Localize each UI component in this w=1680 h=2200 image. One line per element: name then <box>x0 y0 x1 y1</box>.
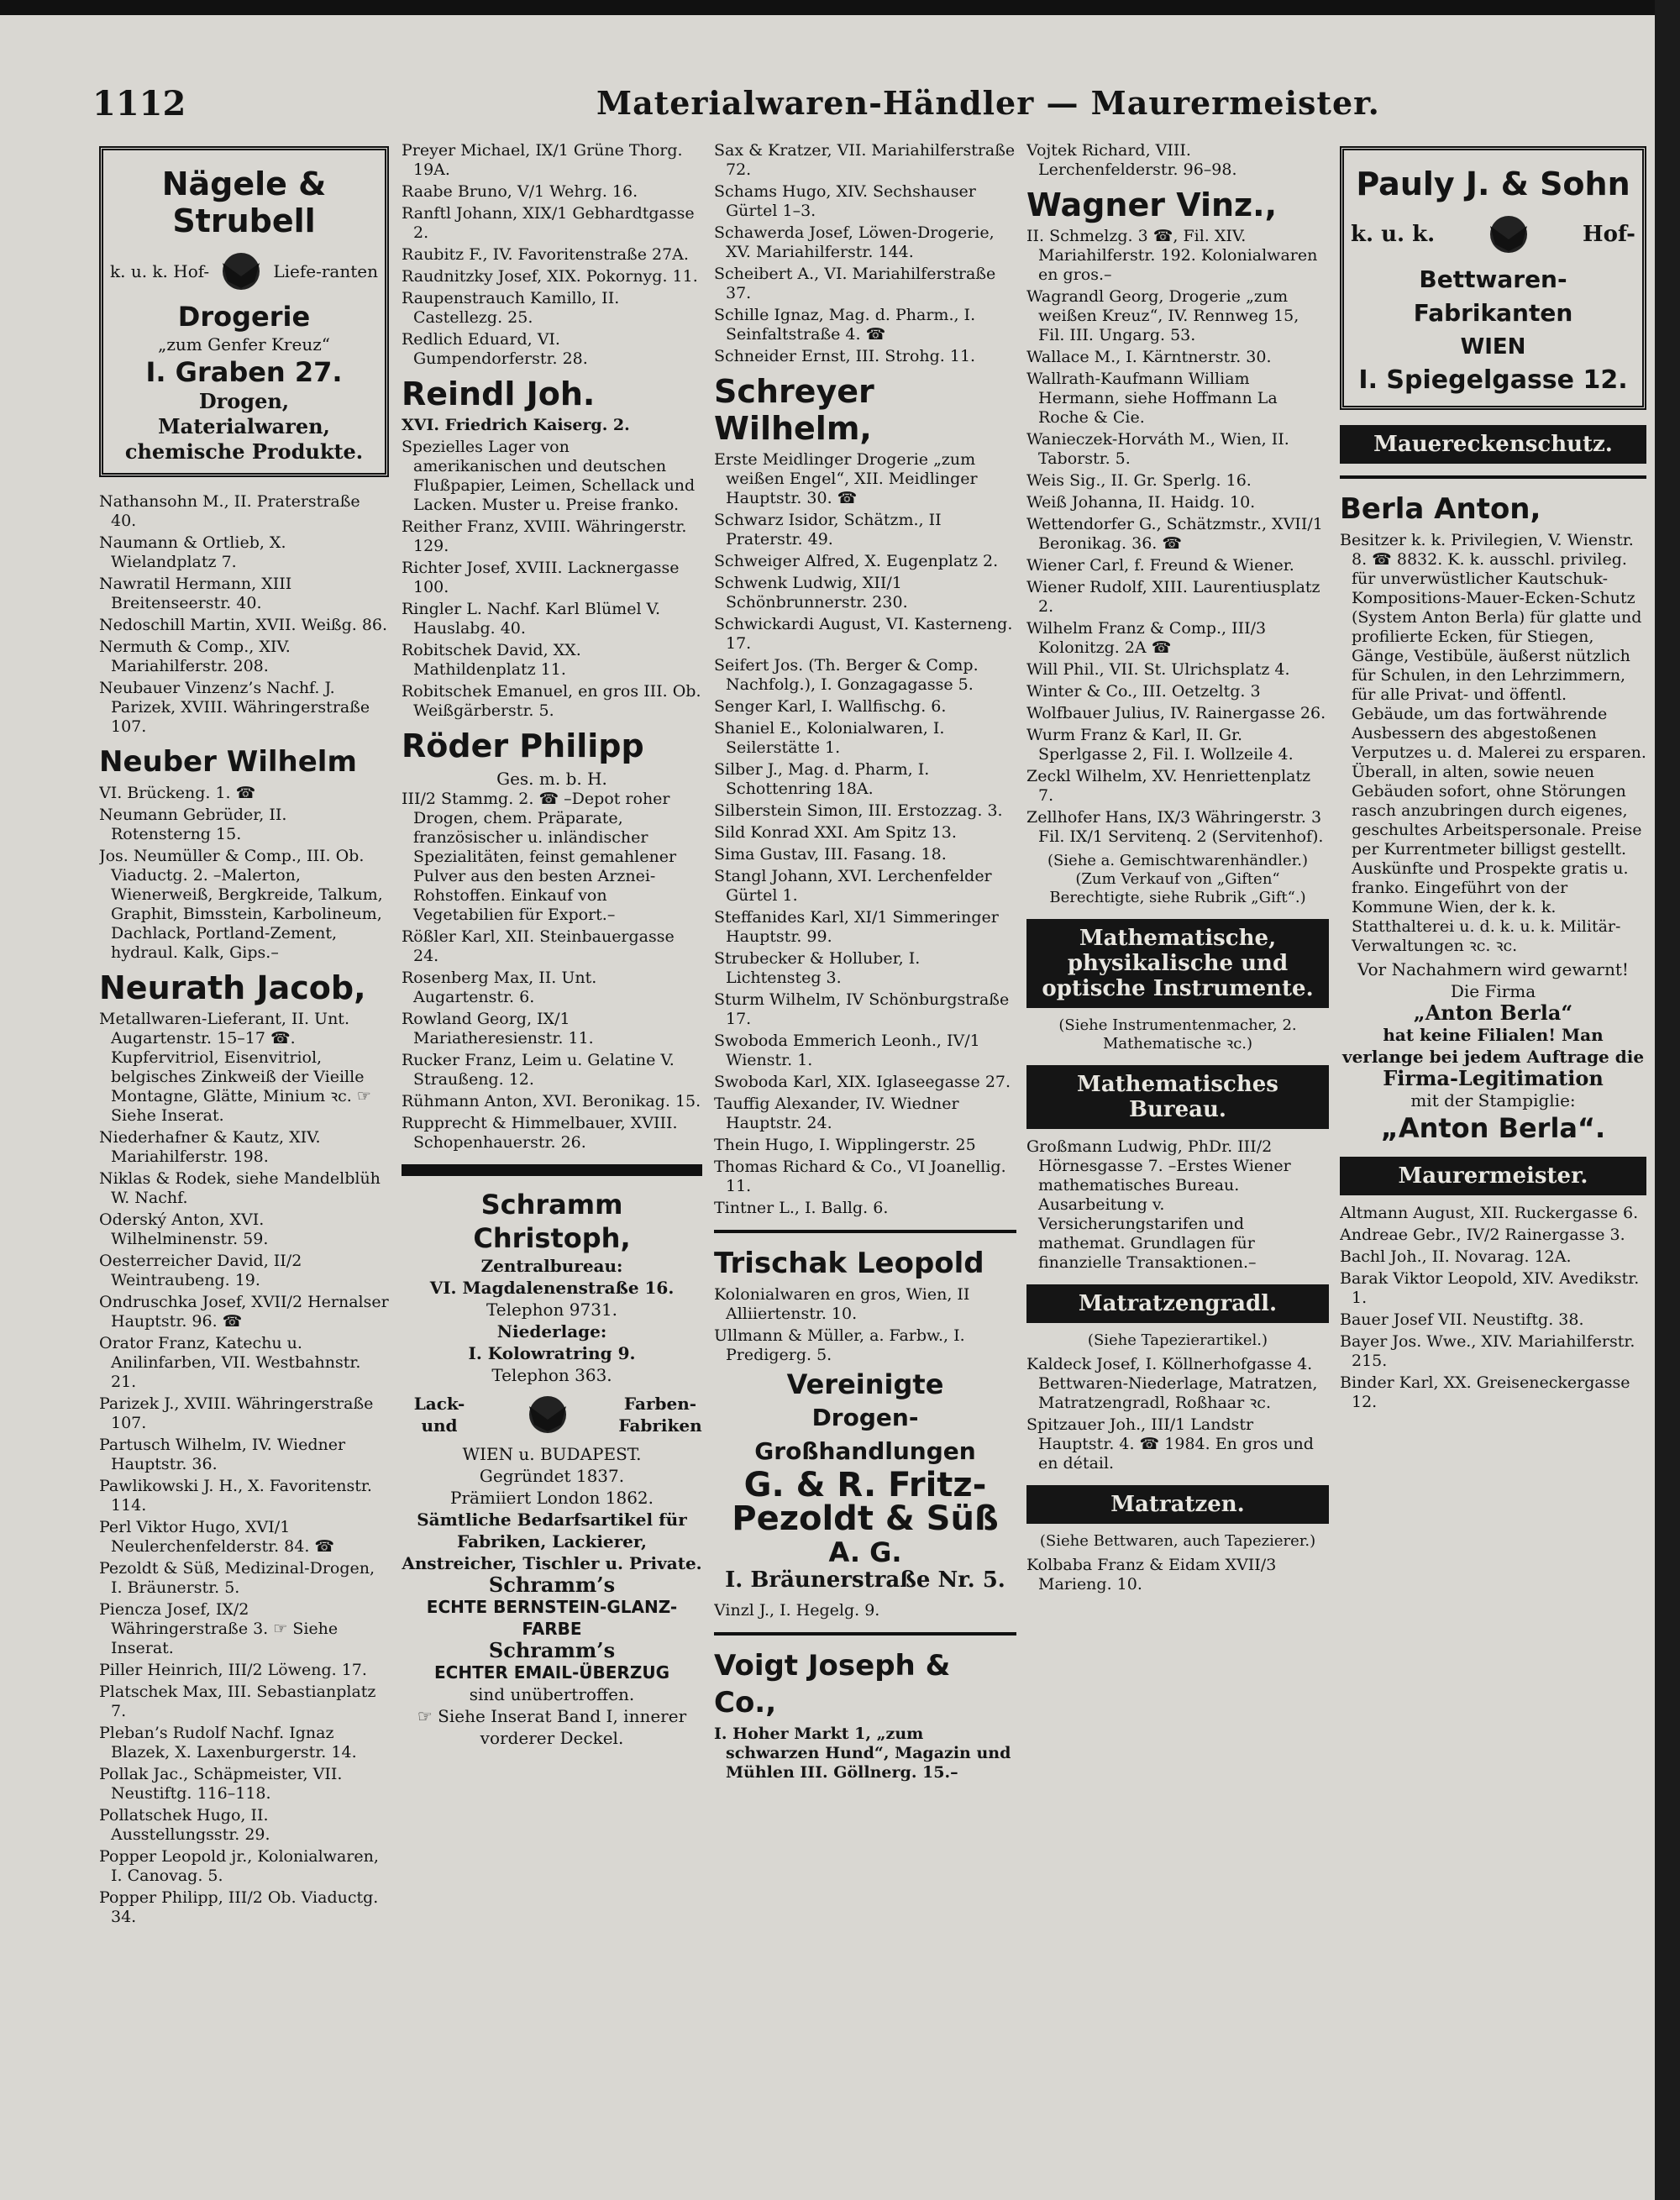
list-item: Wallace M., I. Kärntnerstr. 30. <box>1026 348 1272 366</box>
section-bar-mathematisches-bureau: Mathematisches Bureau. <box>1026 1065 1329 1129</box>
pauly-right: Hof- <box>1583 222 1635 247</box>
note-matratzen: (Siehe Bettwaren, auch Tapezierer.) <box>1039 1532 1316 1550</box>
list-item: Preyer Michael, IX/1 Grüne Thorg. 19A. <box>402 141 683 179</box>
list-item: Raudnitzky Josef, XIX. Pokornyg. 11. <box>402 267 698 286</box>
berla-text: Besitzer k. k. Privilegien, V. Wienstr. 8. ☎ 8832. K. k. ausschl. privileg. für unverwüstlicher Kautschuk-Kompositions-Mauer-Ecken-Schutz (System Anton Berla) für glatte und profilierte Ecken, für Stiegen, Gänge, Vestibüle, äußerst nützlich für Schulen, in den Lehrzimmern, für alle Privat- und öffentl. Gebäude, um das fortwährende Ausbessern des abgestoßenen Verputzes u. d. Malerei zu ersparen. Überall, in alten, sowie neuen Gebäuden sofort, ohne Störungen rasch anzubringen durch eigenes, geschultes Arbeitspersonale. Preise per Kurrentmeter billigst gestellt. Auskünfte und Prospekte gratis u. franko. Eingeführt von der Kommune Wien, der k. k. Statthalterei u. d. k. u. k. Militär-Verwaltungen ꝛc. ꝛc. <box>1340 531 1646 955</box>
entries-n <box>99 492 389 737</box>
list-item: Strubecker & Holluber, I. Lichtensteg 3. <box>714 949 921 987</box>
list-item: Pollak Jac., Schäpmeister, VII. Neustiftg. 116–118. <box>99 1765 343 1803</box>
scan-right-border <box>1655 0 1680 2200</box>
list-item: Weiß Johanna, II. Haidg. 10. <box>1026 493 1256 512</box>
column-3 <box>714 141 1016 2191</box>
list-item: Parizek J., XVIII. Währingerstraße 107. <box>99 1394 374 1432</box>
schramm-name: Schramm Christoph, <box>473 1189 631 1254</box>
pauly-address: I. Spiegelgasse 12. <box>1358 365 1628 395</box>
list-item: Rupprecht & Himmelbauer, XVIII. Schopenhauerstr. 26. <box>402 1114 678 1152</box>
list-item: Ringler L. Nachf. Karl Blümel V. Hauslabg. 40. <box>402 600 660 638</box>
trischak-text: Kolonialwaren en gros, Wien, II Alliiertenstr. 10. <box>714 1285 970 1323</box>
roeder-name: Röder Philipp <box>402 727 644 764</box>
divider <box>1340 475 1646 479</box>
list-item: Tintner L., I. Ballg. 6. <box>714 1199 889 1217</box>
schramm-depot-telephone: Telephon 363. <box>491 1365 612 1385</box>
section-bar-mauereckenschutz: Mauereckenschutz. <box>1340 425 1646 464</box>
list-item: Sild Konrad XXI. Am Spitz 13. <box>714 823 957 842</box>
list-item: Thein Hugo, I. Wipplingerstr. 25 <box>714 1136 976 1154</box>
list-item: Sima Gustav, III. Fasang. 18. <box>714 845 947 864</box>
list-item: Stangl Johann, XVI. Lerchenfelder Gürtel 1. <box>714 867 992 905</box>
list-item: Winter & Co., III. Oetzeltg. 3 <box>1026 682 1261 701</box>
list-item: Spitzauer Joh., III/1 Landstr Hauptstr. 4. ☎ 1984. En gros und en détail. <box>1026 1415 1314 1473</box>
schramm-founded: Gegründet 1837. <box>479 1466 625 1486</box>
berla-firm: Die Firma <box>1450 981 1536 1001</box>
list-item: Jos. Neumüller & Comp., III. Ob. Viaductg. 2. –Malerton, Wienerweiß, Bergkreide, Talkum, Graphit, Bimsstein, Karbolineum, Dachlack, Portland-Zement, hydraul. Kalk, Gips.– <box>99 847 383 962</box>
scan-top-border <box>0 0 1680 15</box>
neurath-text: Metallwaren-Lieferant, II. Unt. Augartenstr. 15–17 ☎. Kupfervitriol, Eisenvitriol, belgisches Zinkweiß der Vieille Montagne, Glätte, Minium ꝛc. ☞ Siehe Inserat. <box>99 1010 371 1125</box>
list-item: Robitschek Emanuel, en gros III. Ob. Weißgärberstr. 5. <box>402 682 701 720</box>
list-item: Pollatschek Hugo, II. Ausstellungsstr. 29. <box>99 1806 270 1844</box>
divider <box>714 1230 1016 1233</box>
schramm-left: Lack- und <box>413 1394 465 1436</box>
list-item: Pleban’s Rudolf Nachf. Ignaz Blazek, X. Laxenburgerstr. 14. <box>99 1724 357 1762</box>
schramm-central-telephone: Telephon 9731. <box>486 1300 618 1320</box>
section-bar-maurermeister: Maurermeister. <box>1340 1157 1646 1195</box>
list-item: Platschek Max, III. Sebastianplatz 7. <box>99 1683 376 1720</box>
list-item: Piller Heinrich, III/2 Löweng. 17. <box>99 1661 367 1679</box>
list-item: Orator Franz, Katechu u. Anilinfarben, VII. Westbahnstr. 21. <box>99 1334 361 1391</box>
note-matratzengradl: (Siehe Tapezierartikel.) <box>1087 1331 1268 1349</box>
list-item: Schwenk Ludwig, XII/1 Schönbrunnerstr. 230. <box>714 574 908 612</box>
list-item: Rößler Karl, XII. Steinbauergasse 24. <box>402 927 675 965</box>
list-item: Nawratil Hermann, XIII Breitenseerstr. 40. <box>99 575 292 612</box>
schramm-see: ☞ Siehe Inserat Band I, innerer vorderer Deckel. <box>417 1706 687 1748</box>
reindl-name: Reindl Joh. <box>402 375 596 412</box>
list-item: Tauffig Alexander, IV. Wiedner Hauptstr. 24. <box>714 1095 959 1132</box>
neuber-name: Neuber Wilhelm <box>99 745 357 779</box>
roeder-sub: Ges. m. b. H. <box>496 769 607 789</box>
list-item: Wallrath-Kaufmann William Hermann, siehe Hoffmann La Roche & Cie. <box>1026 370 1278 427</box>
list-item: Wagrandl Georg, Drogerie „zum weißen Kreuz“, IV. Rennweg 15, Fil. III. Ungarg. 53. <box>1026 287 1299 344</box>
list-item: Schams Hugo, XIV. Sechshauser Gürtel 1–3. <box>714 182 976 220</box>
list-item: Swoboda Karl, XIX. Iglaseegasse 27. <box>714 1073 1011 1091</box>
page-number: 1112 <box>92 84 186 123</box>
list-item: Zeckl Wilhelm, XV. Henriettenplatz 7. <box>1026 767 1311 805</box>
list-item: Bayer Jos. Wwe., XIV. Mariahilferstr. 215. <box>1340 1332 1635 1370</box>
list-item: Naumann & Ortlieb, X. Wielandplatz 7. <box>99 533 286 571</box>
schramm-brand-1: Schramm’s <box>488 1573 616 1597</box>
column-2 <box>402 141 702 2191</box>
list-item: Wilhelm Franz & Comp., III/3 Kolonitzg. 2A ☎ <box>1026 619 1267 657</box>
voigt-text: I. Hoher Markt 1, „zum schwarzen Hund“, Magazin und Mühlen III. Göllnerg. 15.– <box>714 1725 1011 1782</box>
section-bar-mathematische-instrumente: Mathematische, physikalische und optische Instrumente. <box>1026 919 1329 1008</box>
schramm-needs: Sämtliche Bedarfsartikel für Fabriken, Lackierer, Anstreicher, Tischler u. Private. <box>402 1510 702 1573</box>
list-item: Nedoschill Martin, XVII. Weißg. 86. <box>99 616 388 634</box>
vereinigte-name-1: G. & R. Fritz- <box>743 1466 987 1504</box>
list-item: Andreae Gebr., IV/2 Rainergasse 3. <box>1340 1226 1625 1244</box>
list-item: Thomas Richard & Co., VI Joanellig. 11. <box>714 1158 1006 1195</box>
list-item: Raubitz F., IV. Favoritenstraße 27A. <box>402 245 689 264</box>
ad-products: Drogen, Materialwaren, chemische Produkte. <box>124 389 364 464</box>
schramm-unsurpassed: sind unübertroffen. <box>469 1684 635 1704</box>
list-item: Rühmann Anton, XVI. Beronikag. 15. <box>402 1092 701 1111</box>
list-item: Niederhafner & Kautz, XIV. Mariahilferstr. 198. <box>99 1128 321 1166</box>
list-item: Wettendorfer G., Schätzmstr., XVII/1 Beronikag. 36. ☎ <box>1026 515 1323 553</box>
vereinigte-address: I. Bräunerstraße Nr. 5. <box>725 1567 1005 1593</box>
vinzl-entry: Vinzl J., I. Hegelg. 9. <box>714 1601 880 1620</box>
schreyer-name: Schreyer Wilhelm, <box>714 373 874 447</box>
vereinigte-name-2: Pezoldt & Süß <box>732 1499 999 1538</box>
running-head: Materialwaren-Händler — Maurermeister. <box>596 84 1380 122</box>
wagner-name: Wagner Vinz., <box>1026 186 1278 223</box>
kolbaba-entry: Kolbaba Franz & Eidam XVII/3 Marieng. 10. <box>1026 1556 1277 1594</box>
berla-name: Berla Anton, <box>1340 492 1541 526</box>
list-item: Wurm Franz & Karl, II. Gr. Sperlgasse 2, Fil. I. Wollzeile 4. <box>1026 726 1294 764</box>
list-item: Reither Franz, XVIII. Währingerstr. 129. <box>402 517 687 555</box>
note-math-instruments: (Siehe Instrumentenmacher, 2. Mathematische ꝛc.) <box>1058 1016 1297 1053</box>
list-item: Sax & Kratzer, VII. Mariahilferstraße 72. <box>714 141 1016 179</box>
list-item: Altmann August, XII. Ruckergasse 6. <box>1340 1204 1639 1222</box>
list-item: Bachl Joh., II. Novarag. 12A. <box>1340 1247 1572 1266</box>
neuber-line: VI. Brückeng. 1. ☎ <box>99 784 256 802</box>
berla-footer <box>1340 958 1646 1145</box>
schramm-product-1: ECHTE BERNSTEIN-GLANZ-FARBE <box>426 1597 678 1639</box>
pauly-title: Bettwaren-Fabrikanten <box>1413 265 1573 327</box>
list-item: Will Phil., VII. St. Ulrichsplatz 4. <box>1026 660 1290 679</box>
vereinigte-sub: Drogen-Großhandlungen <box>754 1404 976 1465</box>
list-item: Rucker Franz, Leim u. Gelatine V. Straußeng. 12. <box>402 1051 675 1089</box>
column-4 <box>1026 141 1329 2191</box>
list-item: Raupenstrauch Kamillo, II. Castellezg. 25. <box>402 289 620 327</box>
list-item: Pawlikowski J. H., X. Favoritenstr. 114. <box>99 1477 372 1515</box>
vereinigte-title: Vereinigte <box>786 1368 944 1400</box>
list-item: Wanieczek-Horváth M., Wien, II. Taborstr. 5. <box>1026 430 1289 468</box>
list-item: Partusch Wilhelm, IV. Wiedner Hauptstr. 36. <box>99 1436 346 1473</box>
list-item: Schwickardi August, VI. Kasterneng. 17. <box>714 615 1013 653</box>
list-item: Binder Karl, XX. Greiseneckergasse 12. <box>1340 1373 1630 1411</box>
section-bar-matratzengradl: Matratzengradl. <box>1026 1284 1329 1323</box>
list-item: Swoboda Emmerich Leonh., IV/1 Wienstr. 1. <box>714 1032 980 1069</box>
ad-pauly <box>1340 146 1646 410</box>
list-item: Silberstein Simon, III. Erstozzag. 3. <box>714 801 1003 820</box>
list-item: Schawerda Josef, Löwen-Drogerie, XV. Mariahilferstr. 144. <box>714 223 995 261</box>
ad-schramm <box>402 1188 702 1749</box>
list-item: Bauer Josef VII. Neustiftg. 38. <box>1340 1310 1584 1329</box>
list-item: Vojtek Richard, VIII. Lerchenfelderstr. 96–98. <box>1026 141 1237 179</box>
schramm-right: Farben-Fabriken <box>618 1394 702 1436</box>
berla-legit: Firma-Legitimation <box>1383 1066 1604 1090</box>
column-1 <box>99 141 389 2191</box>
list-item: Steffanides Karl, XI/1 Simmeringer Hauptstr. 99. <box>714 908 999 946</box>
berla-stamp-name: „Anton Berla“. <box>1380 1112 1606 1144</box>
list-item: Redlich Eduard, VI. Gumpendorferstr. 28. <box>402 330 588 368</box>
list-item: Zellhofer Hans, IX/3 Währingerstr. 3 Fil. IX/1 Servitenq. 2 (Servitenhof). <box>1026 808 1324 846</box>
ad-title: Drogerie <box>177 301 311 333</box>
schramm-central-label: Zentralbureau: <box>480 1256 623 1276</box>
list-item: Barak Viktor Leopold, XIV. Avedikstr. 1. <box>1340 1269 1640 1307</box>
ullmann-entry: Ullmann & Müller, a. Farbw., I. Predigerg. 5. <box>714 1326 965 1364</box>
list-item: Scheibert A., VI. Mariahilferstraße 37. <box>714 265 996 302</box>
reindl-address: XVI. Friedrich Kaiserg. 2. <box>402 416 630 434</box>
pauly-left: k. u. k. <box>1351 222 1436 247</box>
list-item: Popper Leopold jr., Kolonialwaren, I. Canovag. 5. <box>99 1847 379 1885</box>
list-item: Ondruschka Josef, XVII/2 Hernalser Hauptstr. 96. ☎ <box>99 1293 389 1331</box>
list-item: Perl Viktor Hugo, XVI/1 Neulerchenfelderstr. 84. ☎ <box>99 1518 335 1556</box>
list-item: Neubauer Vinzenz’s Nachf. J. Parizek, XVIII. Währingerstraße 107. <box>99 679 370 736</box>
wagner-text: II. Schmelzg. 3 ☎, Fil. XIV. Mariahilferstr. 192. Kolonialwaren en gros.– <box>1026 227 1318 284</box>
list-item: Ranftl Johann, XIX/1 Gebhardtgasse 2. <box>402 204 695 242</box>
list-item: Wiener Carl, f. Freund & Wiener. <box>1026 556 1294 575</box>
list-item: Seifert Jos. (Th. Berger & Comp. Nachfolg.), I. Gonzagagasse 5. <box>714 656 979 694</box>
double-eagle-icon <box>1483 209 1534 260</box>
ad-vereinigte <box>714 1368 1016 1591</box>
list-item: Robitschek David, XX. Mathildenplatz 11. <box>402 641 581 679</box>
list-item: Senger Karl, I. Wallfischg. 6. <box>714 697 947 716</box>
list-item: Schweiger Alfred, X. Eugenplatz 2. <box>714 552 999 570</box>
section-bar-matratzen: Matratzen. <box>1026 1485 1329 1524</box>
list-item: Wiener Rudolf, XIII. Laurentiusplatz 2. <box>1026 578 1320 616</box>
ad-right: Liefe-ranten <box>273 261 378 281</box>
list-item: Popper Philipp, III/2 Ob. Viaductg. 34. <box>99 1888 379 1926</box>
list-item: Nermuth & Comp., XIV. Mariahilferstr. 208. <box>99 638 291 675</box>
divider <box>402 1164 702 1176</box>
grossmann-entry: Großmann Ludwig, PhDr. III/2 Hörnesgasse 7. –Erstes Wiener mathematisches Bureau. Ausarbeitung v. Versicherungstarifen und mathemat. Grundlagen für finanzielle Transaktionen.– <box>1026 1137 1291 1272</box>
note-gift: (Siehe a. Gemischtwarenhändler.) (Zum Verkauf von „Giften“ Berechtigte, siehe Rubrik „Gift“.) <box>1047 852 1309 906</box>
ad-naegele-strubell <box>99 146 389 477</box>
list-item: Niklas & Rodek, siehe Mandelblüh W. Nachf. <box>99 1169 381 1207</box>
roeder-text: III/2 Stammg. 2. ☎ –Depot roher Drogen, chem. Präparate, französischer u. inländischer Spezialitäten, feinst gemahlener Pulver aus den besten Arznei-Rohstoffen. Einkauf von Vegetabilien für Export.– <box>402 790 677 924</box>
voigt-name: Voigt Joseph & Co., <box>714 1649 951 1720</box>
list-item: Silber J., Mag. d. Pharm, I. Schottenring 18A. <box>714 760 930 798</box>
list-item: Schneider Ernst, III. Strohg. 11. <box>714 347 976 365</box>
divider <box>714 1632 1016 1636</box>
berla-firm-name: „Anton Berla“ <box>1413 1000 1573 1025</box>
schreyer-text: Erste Meidlinger Drogerie „zum weißen Engel“, XII. Meidlinger Hauptstr. 30. ☎ <box>714 450 978 507</box>
berla-no-branch: hat keine Filialen! Man verlange bei jedem Auftrage die <box>1341 1025 1645 1067</box>
ad-name: Nägele & Strubell <box>161 165 327 239</box>
ad-left: k. u. k. Hof- <box>110 261 210 281</box>
neurath-name: Neurath Jacob, <box>99 969 366 1006</box>
ad-address: I. Graben 27. <box>145 356 343 388</box>
list-item: Oderský Anton, XVI. Wilhelminenstr. 59. <box>99 1210 269 1248</box>
berla-warn: Vor Nachahmern wird gewarnt! <box>1357 959 1629 979</box>
ad-subtitle: „zum Genfer Kreuz“ <box>158 334 330 354</box>
list-item: Schwarz Isidor, Schätzm., II Praterstr. 49. <box>714 511 942 549</box>
berla-stamp: mit der Stampiglie: <box>1410 1090 1576 1111</box>
vereinigte-ag: A. G. <box>828 1536 902 1568</box>
list-item: Rosenberg Max, II. Unt. Augartenstr. 6. <box>402 969 597 1006</box>
list-item: Wolfbauer Julius, IV. Rainergasse 26. <box>1026 704 1326 722</box>
schramm-central-address: VI. Magdalenenstraße 16. <box>429 1278 675 1298</box>
double-eagle-icon <box>216 246 266 297</box>
schramm-brand-2: Schramm’s <box>488 1638 616 1662</box>
double-eagle-icon <box>522 1389 573 1440</box>
list-item: Piencza Josef, IX/2 Währingerstraße 3. ☞ Siehe Inserat. <box>99 1600 339 1657</box>
reindl-text: Spezielles Lager von amerikanischen und deutschen Flußpapier, Leimen, Schellack und Lacken. Muster u. Preise franko. <box>402 438 696 514</box>
list-item: Weis Sig., II. Gr. Sperlg. 16. <box>1026 471 1252 490</box>
list-item: Nathansohn M., II. Praterstraße 40. <box>99 492 360 530</box>
schramm-depot-label: Niederlage: <box>496 1321 607 1342</box>
schramm-depot-address: I. Kolowratring 9. <box>468 1343 636 1363</box>
list-item: Raabe Bruno, V/1 Wehrg. 16. <box>402 182 638 201</box>
page-header <box>92 84 1638 134</box>
list-item: Pezoldt & Süß, Medizinal-Drogen, I. Bräunerstr. 5. <box>99 1559 375 1597</box>
list-item: Shaniel E., Kolonialwaren, I. Seilerstätte 1. <box>714 719 945 757</box>
list-item: Kaldeck Josef, I. Köllnerhofgasse 4. Bettwaren-Niederlage, Matratzen, Matratzengradl, Roßhaar ꝛc. <box>1026 1355 1318 1412</box>
list-item: Sturm Wilhelm, IV Schönburgstraße 17. <box>714 990 1010 1028</box>
pauly-city: WIEN <box>1460 334 1526 360</box>
trischak-name: Trischak Leopold <box>714 1247 984 1280</box>
list-item: Richter Josef, XVIII. Lacknergasse 100. <box>402 559 680 596</box>
schramm-product-2: ECHTER EMAIL-ÜBERZUG <box>434 1662 669 1683</box>
list-item: Rowland Georg, IX/1 Mariatheresienstr. 11. <box>402 1010 594 1047</box>
schramm-cities: WIEN u. BUDAPEST. <box>462 1444 642 1464</box>
column-5 <box>1340 141 1646 2191</box>
pauly-name: Pauly J. & Sohn <box>1356 165 1630 202</box>
list-item: Schille Ignaz, Mag. d. Pharm., I. Seinfaltstraße 4. ☎ <box>714 306 976 344</box>
list-item: Oesterreicher David, II/2 Weintraubeng. 19. <box>99 1252 302 1289</box>
schramm-award: Prämiiert London 1862. <box>449 1488 654 1508</box>
list-item: Neumann Gebrüder, II. Rotensterng 15. <box>99 806 287 843</box>
